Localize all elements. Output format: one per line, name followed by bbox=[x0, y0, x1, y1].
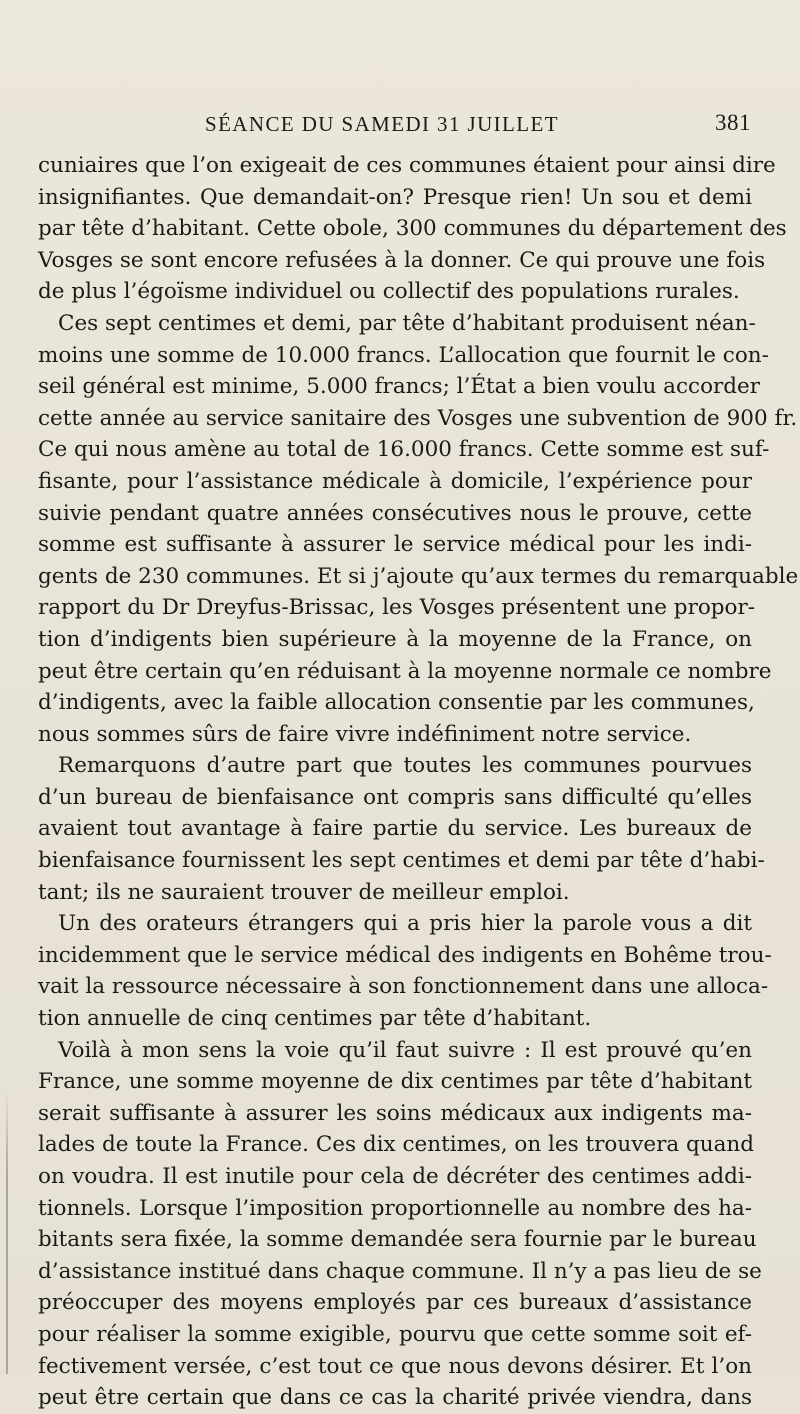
text-line: moins une somme de 10.000 francs. L’allocation que fournit le con- bbox=[38, 342, 769, 368]
text-line: lades de toute la France. Ces dix centimes, on les trouvera quand bbox=[38, 1132, 755, 1158]
text-line: France, une somme moyenne de dix centimes par tête d’habitant bbox=[38, 1069, 752, 1095]
text-line: fectivement versée, c’est tout ce que nous devons désirer. Et l’on bbox=[38, 1353, 752, 1379]
text-line: on voudra. Il est inutile pour cela de décréter des centimes addi- bbox=[38, 1164, 752, 1189]
text-line: peut être certain qu’en réduisant à la moyenne normale ce nombre bbox=[38, 658, 772, 684]
text-line: gents de 230 communes. Et si j’ajoute qu’aux termes du remarquable bbox=[38, 563, 799, 589]
text-line: tion d’indigents bien supérieure à la moyenne de la France, on bbox=[38, 626, 752, 652]
text-line: cuniaires que l’on exigeait de ces communes étaient pour ainsi dire bbox=[38, 153, 776, 178]
running-head bbox=[0, 112, 800, 142]
running-head-title: SÉANCE DU SAMEDI 31 JUILLET bbox=[205, 112, 559, 136]
text-line: nous sommes sûrs de faire vivre indéfiniment notre service. bbox=[38, 721, 692, 747]
text-line: avaient tout avantage à faire partie du service. Les bureaux de bbox=[38, 816, 752, 842]
text-line: Voilà à mon sens la voie qu’il faut suivre : Il est prouvé qu’en bbox=[58, 1037, 752, 1063]
text-line: peut être certain que dans ce cas la charité privée viendra, dans bbox=[38, 1385, 752, 1411]
text-line: pour réaliser la somme exigible, pourvu que cette somme soit ef- bbox=[38, 1321, 752, 1347]
text-line: Un des orateurs étrangers qui a pris hier la parole vous a dit bbox=[58, 911, 752, 937]
text-line: somme est suffisante à assurer le service médical pour les indi- bbox=[38, 532, 752, 558]
text-line: suivie pendant quatre années consécutives nous le prouve, cette bbox=[38, 500, 752, 526]
text-line: préoccuper des moyens employés par ces bureaux d’assistance bbox=[38, 1290, 752, 1316]
text-line: tion annuelle de cinq centimes par tête d’habitant. bbox=[38, 1006, 592, 1032]
text-line: fisante, pour l’assistance médicale à domicile, l’expérience pour bbox=[38, 468, 752, 494]
text-line: seil général est minime, 5.000 francs; l’État a bien voulu accorder bbox=[38, 374, 761, 400]
text-line: serait suffisante à assurer les soins médicaux aux indigents ma- bbox=[38, 1100, 752, 1126]
text-line: cette année au service sanitaire des Vosges une subvention de 900 fr. bbox=[38, 405, 798, 431]
text-line: bitants sera fixée, la somme demandée sera fournie par le bureau bbox=[38, 1227, 757, 1253]
page-edge-shadow bbox=[6, 1090, 8, 1374]
text-line: Ces sept centimes et demi, par tête d’habitant produisent néan- bbox=[58, 310, 756, 336]
text-line: rapport du Dr Dreyfus-Brissac, les Vosges présentent une propor- bbox=[38, 595, 756, 621]
text-line: incidemment que le service médical des indigents en Bohême trou- bbox=[38, 942, 772, 968]
body-text bbox=[38, 150, 799, 1414]
text-line: par tête d’habitant. Cette obole, 300 communes du département des bbox=[38, 216, 787, 242]
page-number: 381 bbox=[715, 110, 751, 135]
text-line: de plus l’égoïsme individuel ou collectif des populations rurales. bbox=[38, 279, 740, 305]
text-line: d’indigents, avec la faible allocation consentie par les communes, bbox=[38, 690, 755, 716]
text-line: vait la ressource nécessaire à son fonctionnement dans une alloca- bbox=[38, 974, 769, 1000]
text-line: bienfaisance fournissent les sept centimes et demi par tête d’habi- bbox=[38, 848, 765, 874]
text-line: Vosges se sont encore refusées à la donner. Ce qui prouve une fois bbox=[38, 247, 766, 273]
text-line: tionnels. Lorsque l’imposition proportionnelle au nombre des ha- bbox=[38, 1195, 752, 1221]
text-line: d’un bureau de bienfaisance ont compris sans difficulté qu’elles bbox=[38, 784, 752, 810]
text-line: Ce qui nous amène au total de 16.000 francs. Cette somme est suf- bbox=[38, 437, 770, 463]
text-line: tant; ils ne sauraient trouver de meilleur emploi. bbox=[38, 879, 570, 905]
text-line: d’assistance institué dans chaque commune. Il n’y a pas lieu de se bbox=[38, 1258, 762, 1284]
text-line: insignifiantes. Que demandait-on? Presque rien! Un sou et demi bbox=[38, 184, 752, 210]
text-line: Remarquons d’autre part que toutes les communes pourvues bbox=[58, 753, 752, 779]
